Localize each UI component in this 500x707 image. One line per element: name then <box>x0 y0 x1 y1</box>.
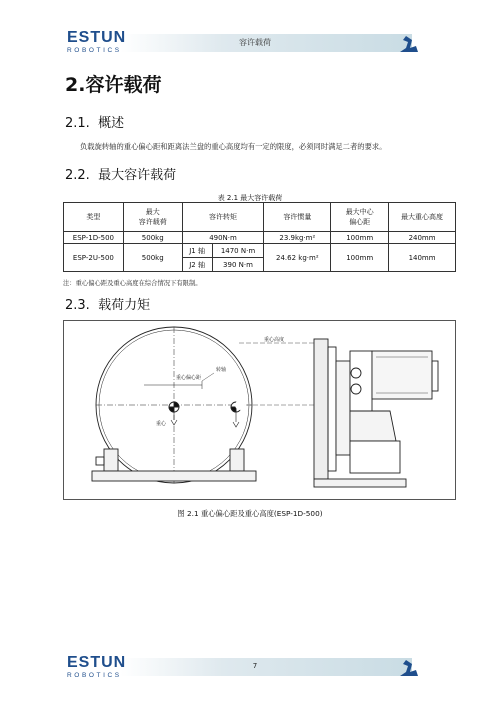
section-number: 2.2. <box>65 168 90 183</box>
logo-brand: ESTUN <box>67 29 127 46</box>
header-max-load: 最大 容许载荷 <box>123 203 182 232</box>
cell-j2-torque: 390 N·m <box>212 258 264 272</box>
header-eccentricity: 最大中心 偏心距 <box>331 203 389 232</box>
chapter-title: 2.容许载荷 <box>65 74 162 96</box>
section-title: 最大容许载荷 <box>98 168 177 183</box>
label-gravity-center: 重心 <box>156 421 167 427</box>
cell-load: 500kg <box>123 244 182 272</box>
cell-type: ESP-1D-500 <box>64 232 124 244</box>
logo-sub: ROBOTICS <box>67 47 122 54</box>
estun-logo <box>67 655 126 680</box>
cell-torque: 490N·m <box>182 232 264 244</box>
cell-j1-torque: 1470 N·m <box>212 244 264 258</box>
table-header-row <box>64 203 456 232</box>
cell-eccentricity: 100mm <box>331 232 389 244</box>
positioner-drawing <box>64 321 457 501</box>
label-eccentric: 重心偏心距 <box>176 375 202 381</box>
section-title: 载荷力矩 <box>98 298 151 313</box>
overview-paragraph: 负载旋转轴的重心偏心距和距离法兰盘的重心高度均有一定的限度，必须同时满足二者的要求。 <box>80 142 387 151</box>
cell-load: 500kg <box>123 232 182 244</box>
logo-sub: ROBOTICS <box>67 672 122 679</box>
cell-j2-label: J2 轴 <box>182 258 212 272</box>
cell-eccentricity: 100mm <box>331 244 389 272</box>
label-height: 重心高度 <box>264 337 285 343</box>
figure-frame <box>63 320 456 500</box>
label-rotation-axis: 转轴 <box>216 367 227 373</box>
section-title: 概述 <box>98 116 125 131</box>
header-type: 类型 <box>64 203 124 232</box>
robot-arm-logo-icon <box>398 656 420 678</box>
section-number: 2.1. <box>65 116 90 131</box>
table-note: 注：重心偏心距及重心高度在综合情况下有限制。 <box>63 280 202 287</box>
section-number: 2.3. <box>65 298 90 313</box>
cell-height: 140mm <box>389 244 456 272</box>
page-number: 7 <box>252 662 258 670</box>
table-row <box>64 244 456 258</box>
cell-j1-label: J1 轴 <box>182 244 212 258</box>
cell-height: 240mm <box>389 232 456 244</box>
cell-inertia: 24.62 kg·m² <box>264 244 331 272</box>
figure-caption: 图 2.1 重心偏心距及重心高度(ESP-1D-500) <box>177 509 323 518</box>
cell-inertia: 23.9kg·m² <box>264 232 331 244</box>
header-height: 最大重心高度 <box>389 203 456 232</box>
table-caption: 表 2.1 最大容许载荷 <box>217 194 283 202</box>
cell-type: ESP-2U-500 <box>64 244 124 272</box>
header-torque: 容许转矩 <box>182 203 264 232</box>
robot-arm-logo-icon <box>398 32 420 54</box>
max-load-table <box>63 202 456 272</box>
section-heading-max-load <box>65 164 176 183</box>
logo-brand: ESTUN <box>67 654 127 671</box>
section-heading-overview <box>65 112 124 131</box>
header-inertia: 容许惯量 <box>264 203 331 232</box>
estun-logo <box>67 30 126 55</box>
header-section-title: 容许载荷 <box>239 38 271 47</box>
table-row <box>64 232 456 244</box>
page-header <box>0 0 500 58</box>
section-heading-load-moment <box>65 294 150 313</box>
